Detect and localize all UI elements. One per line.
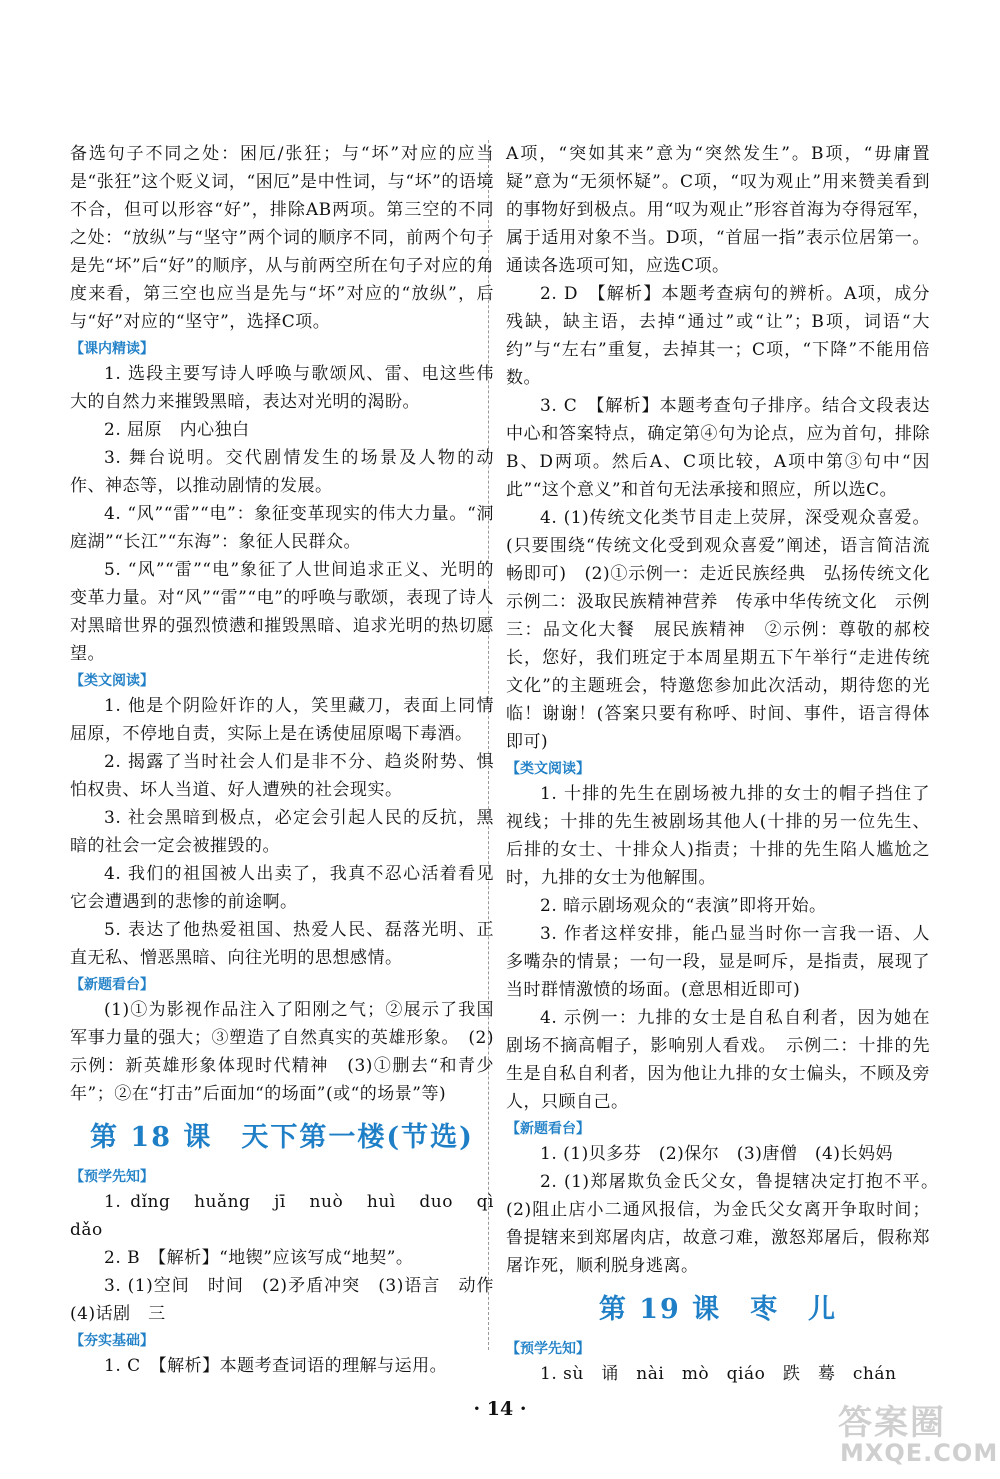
section-tag-similar-reading: 【类文阅读】 (506, 761, 590, 777)
answer-item: 2. 暗示剧场观众的“表演”即将开始。 (540, 896, 827, 916)
answer-item: 1. dǐng huǎng jī nuò huì duo qì dǎo (70, 1192, 512, 1240)
answer-item: 2. (1)郑屠欺负金氏父女，鲁提辖决定打抱不平。 (2)阻止店小二通风报信，为金氏父女离开争取时间；鲁提辖来到郑屠肉店，故意刁难，激怒郑屠后，假称郑屠诈死，顺利脱身逃离。 (506, 1172, 948, 1276)
answer-item: 3. 舞台说明。交代剧情发生的场景及人物的动作、神态等，以推动剧情的发展。 (70, 448, 494, 496)
paragraph: A项，“突如其来”意为“突然发生”。B项，“毋庸置疑”意为“无须怀疑”。C项，“叹为观止”用来赞美看到的事物好到极点。用“叹为观止”形容首海为夺得冠军，属于适用对象不当。D项，“首屈一指”表示位居第一。通读各选项可知，应选C项。 (506, 144, 930, 276)
answer-item: 3. (1)空间 时间 (2)矛盾冲突 (3)语言 动作 (4)话剧 三 (70, 1276, 512, 1324)
answer-item: 2. 揭露了当时社会人们是非不分、趋炎附势、惧怕权贵、坏人当道、好人遭殃的社会现实。 (70, 752, 494, 800)
answer-item: 1. 选段主要写诗人呼唤与歌颂风、雷、电这些伟大的自然力来摧毁黑暗，表达对光明的渴盼。 (70, 364, 494, 412)
section-tag-in-class-reading: 【课内精读】 (70, 341, 154, 357)
right-column (506, 140, 948, 1388)
watermark-text: 答案圈 (838, 1403, 946, 1443)
lesson-title-18: 第 18 课 天下第一楼(节选) (90, 1122, 474, 1153)
answer-item: 4. “风”“雷”“电”：象征变革现实的伟大力量。“洞庭湖”“长江”“东海”：象征人民群众。 (70, 504, 494, 552)
page-number: · 14 · (473, 1398, 527, 1420)
watermark-logo (838, 1395, 999, 1471)
answer-item: 2. 屈原 内心独白 (104, 420, 250, 440)
answer-item: 3. 作者这样安排，能凸显当时你一言我一语、人多嘴杂的情景；一句一段，显是呵斥，是指责，展现了当时群情激愤的场面。(意思相近即可) (506, 924, 930, 1000)
answer-item: 5. “风”“雷”“电”象征了人世间追求正义、光明的变革力量。对“风”“雷”“电”的呼唤与歌颂，表现了诗人对黑暗世界的强烈愤懑和摧毁黑暗、追求光明的热切愿望。 (70, 560, 494, 664)
answer-item: 2. B 【解析】“地锲”应该写成“地契”。 (104, 1248, 414, 1268)
answer-item: 1. 他是个阴险奸诈的人，笑里藏刀，表面上同情屈原，不停地自责，实际上是在诱使屈原喝下毒酒。 (70, 696, 494, 744)
answer-item: 1. sù 诵 nài mò qiáo 跌 蓦 chán (540, 1364, 897, 1384)
left-column (70, 140, 512, 1380)
answer-item: 4. 我们的祖国被人出卖了，我真不忍心活着看见它会遭遇到的悲惨的前途啊。 (70, 864, 494, 912)
watermark-url: MXQE.COM (840, 1439, 999, 1467)
answer-item: 1. (1)贝多芬 (2)保尔 (3)唐僧 (4)长妈妈 (540, 1144, 893, 1164)
answer-item: (1)①为影视作品注入了阳刚之气；②展示了我国军事力量的强大；③塑造了自然真实的英雄形象。 (2)示例：新英雄形象体现时代精神 (3)①删去“和青少年”；②在“打击”后面加“的场面”(或“的场景”等) (70, 1000, 494, 1104)
answer-item: 3. C 【解析】本题考查句子排序。结合文段表达中心和答案特点，确定第④句为论点，应为首句，排除B、D两项。然后A、C项比较，A项中第③句中“因此”“这个意义”和首句无法承接和照应，所以选C。 (506, 396, 930, 500)
section-tag-foundation: 【夯实基础】 (70, 1333, 154, 1349)
section-tag-similar-reading: 【类文阅读】 (70, 673, 154, 689)
answer-item: 4. (1)传统文化类节目走上荧屏，深受观众喜爱。(只要围绕“传统文化受到观众喜爱”阐述，语言简洁流畅即可) (2)①示例一：走近民族经典 弘扬传统文化 示例二：汲取民族精神营养 传承中华传统文化 示例三：品文化大餐 展民族精神 ②示例：尊敬的郝校长，您好，我们班定于本周星期五下午举行“走进传统文化”的主题班会，特邀您参加此次活动，期待您的光临！谢谢！(答案只要有称呼、时间、事件，语言得体即可) (506, 508, 948, 752)
section-tag-new-questions: 【新题看台】 (506, 1121, 590, 1137)
answer-item: 5. 表达了他热爱祖国、热爱人民、磊落光明、正直无私、憎恶黑暗、向往光明的思想感情。 (70, 920, 494, 968)
answer-item: 1. C 【解析】本题考查词语的理解与运用。 (104, 1356, 448, 1376)
answer-item: 1. 十排的先生在剧场被九排的女士的帽子挡住了视线；十排的先生被剧场其他人(十排的另一位先生、后排的女士、十排众人)指责；十排的先生陷人尴尬之时，九排的女士为他解围。 (506, 784, 930, 888)
answer-item: 4. 示例一：九排的女士是自私自利者，因为她在剧场不摘高帽子，影响别人看戏。 示例二：十排的先生是自私自利者，因为他让九排的女士偏头，不顾及旁人，只顾自己。 (506, 1008, 930, 1112)
section-tag-preview: 【预学先知】 (70, 1169, 154, 1185)
answer-item: 3. 社会黑暗到极点，必定会引起人民的反抗，黑暗的社会一定会被摧毁的。 (70, 808, 494, 856)
lesson-title-19: 第 19 课 枣 儿 (598, 1294, 838, 1325)
section-tag-new-questions: 【新题看台】 (70, 977, 154, 993)
answer-item: 2. D 【解析】本题考查病句的辨析。A项，成分残缺，缺主语，去掉“通过”或“让”；B项，词语“大约”与“左右”重复，去掉其一；C项，“下降”不能用倍数。 (506, 284, 930, 388)
section-tag-preview: 【预学先知】 (506, 1341, 590, 1357)
paragraph: 备选句子不同之处：困厄/张狂；与“坏”对应的应当是“张狂”这个贬义词，“困厄”是中性词，与“坏”的语境不合，但可以形容“好”，排除AB两项。第三空的不同之处：“放纵”与“坚守”两个词的顺序不同，前两个句子是先“坏”后“好”的顺序，从与前两空所在句子对应的角度来看，第三空也应当是先与“坏”对应的“放纵”，后与“好”对应的“坚守”，选择C项。 (70, 144, 494, 332)
